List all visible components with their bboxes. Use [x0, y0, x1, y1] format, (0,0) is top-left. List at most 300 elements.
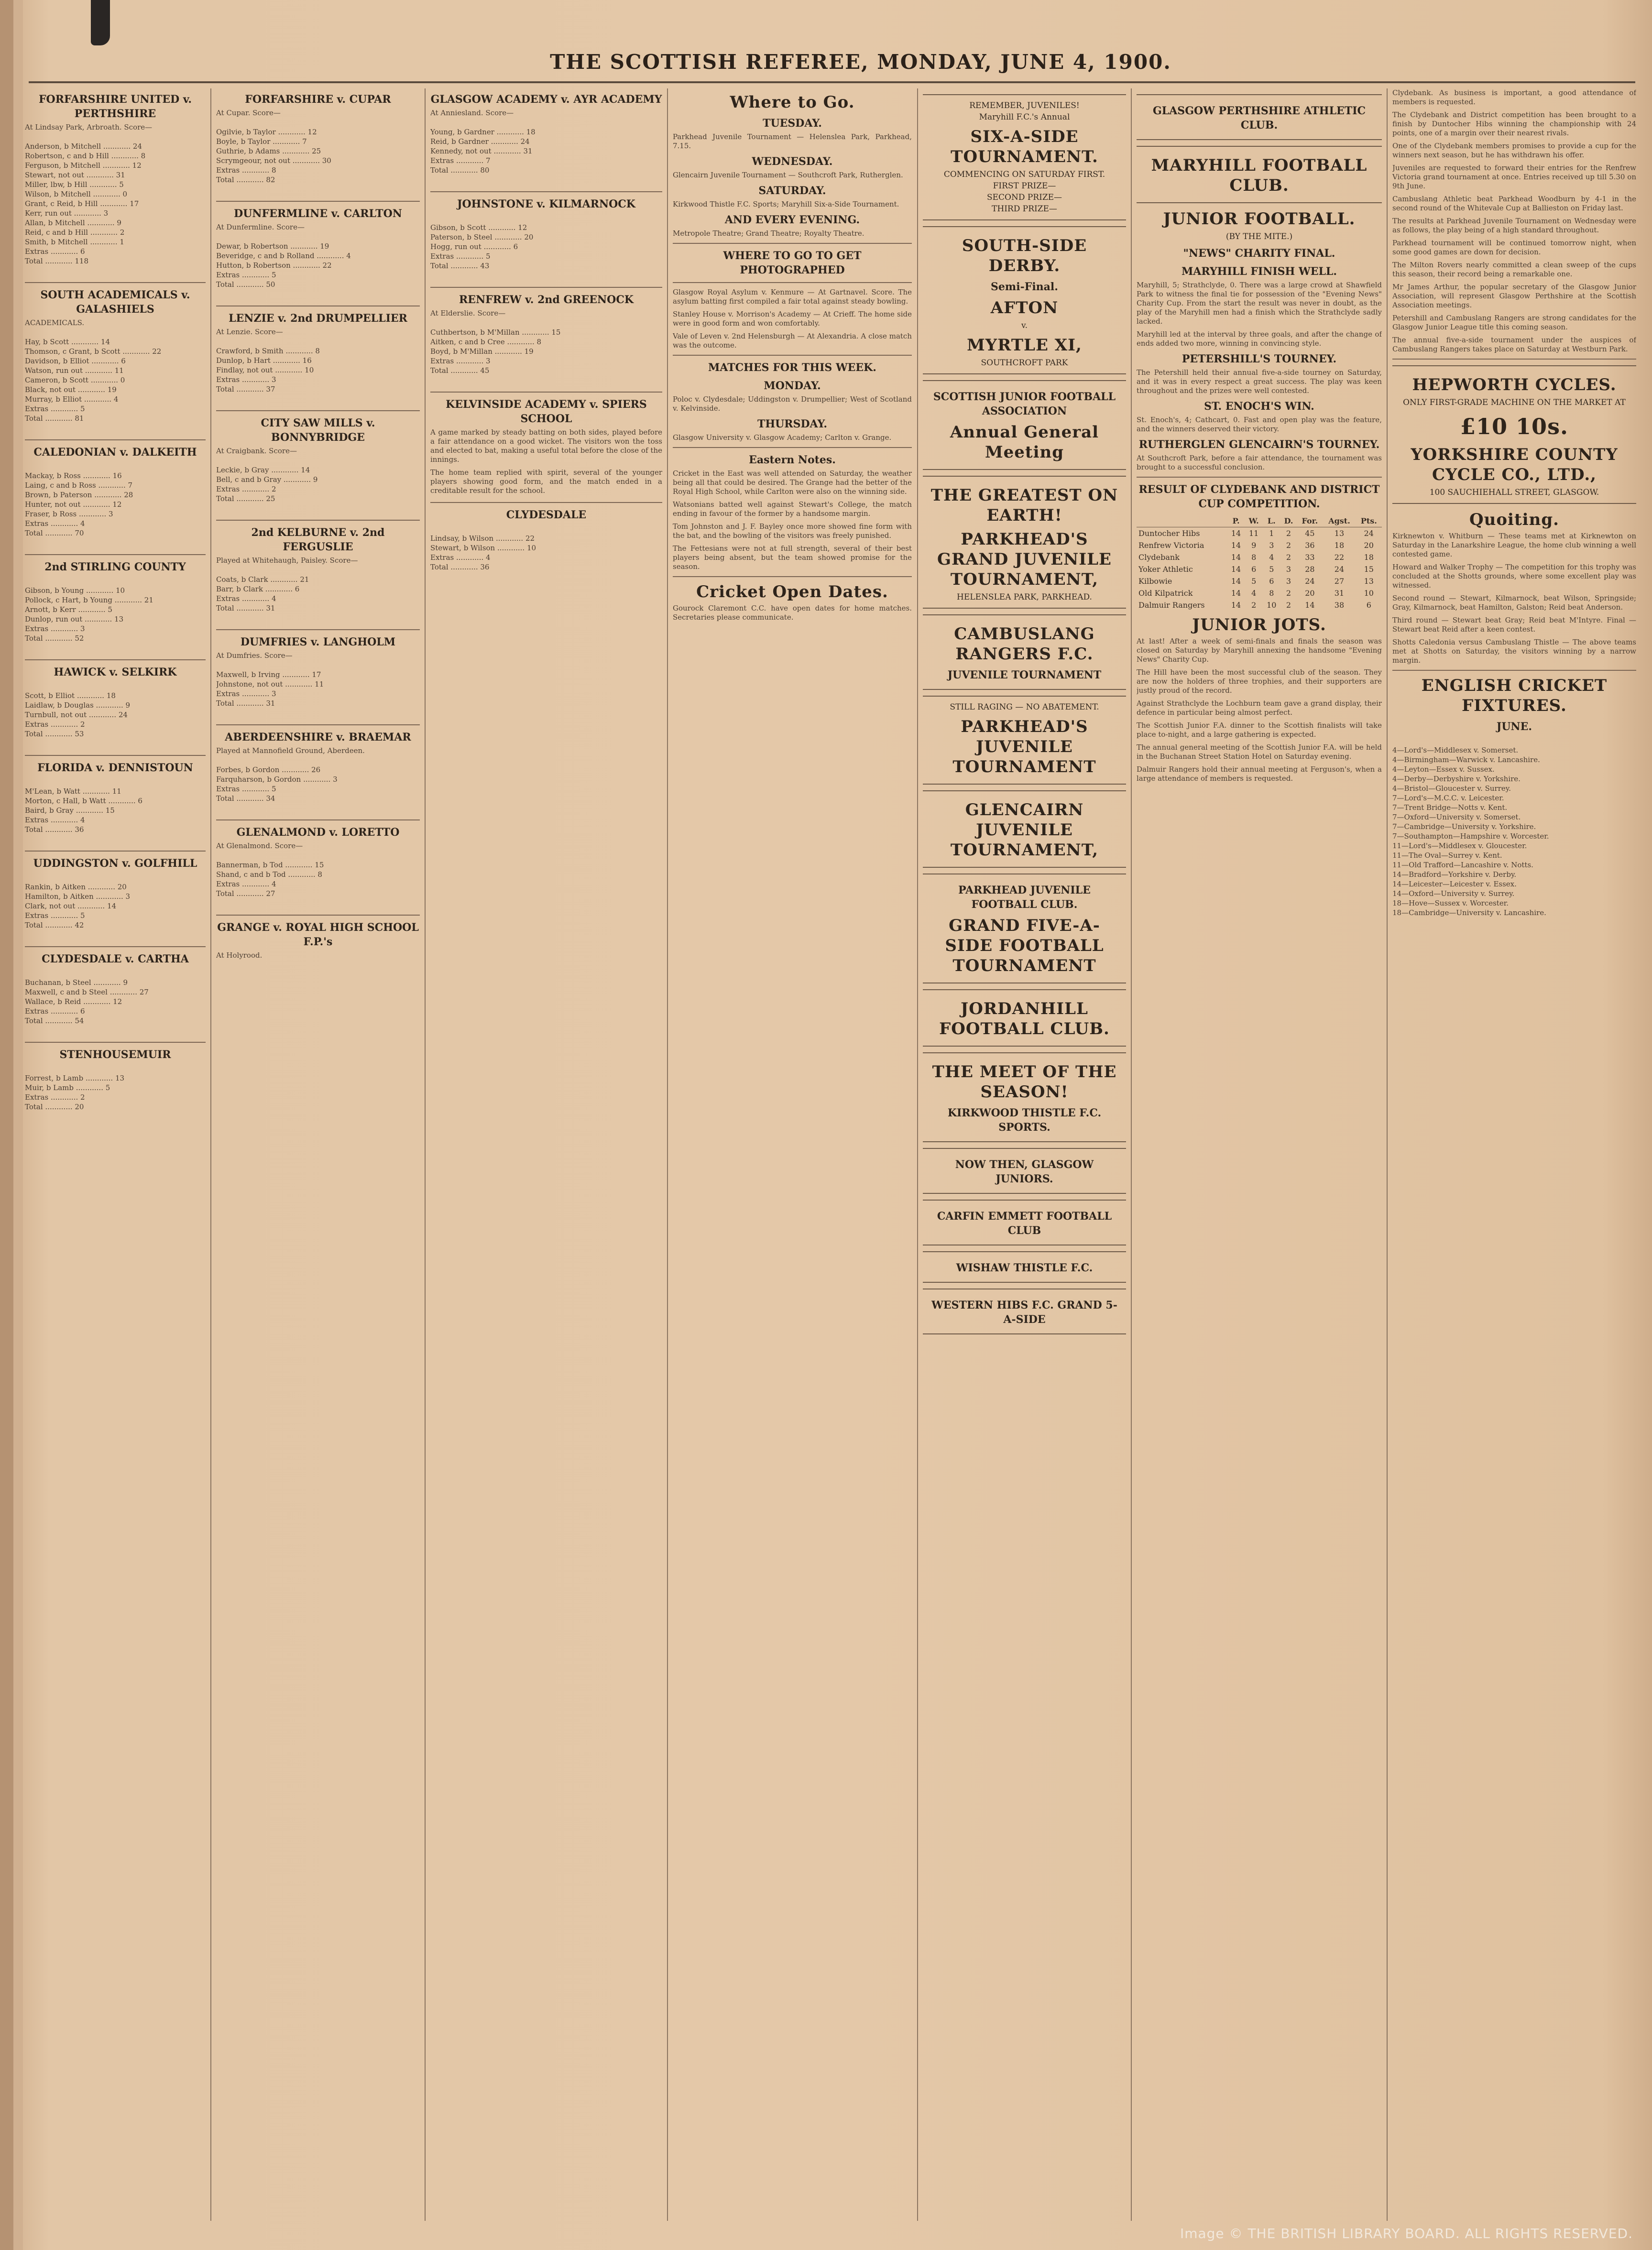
table-cell: 5 [1251, 577, 1257, 586]
score-lines: Dewar, b Robertson ............ 19 Beveridge, c and b Rolland ............ 4 Hutton, b Robertson ............ 22 Extras ............ 5 Total ............ 50 [216, 242, 351, 289]
divider [1137, 477, 1382, 478]
table-cell: Yoker Athletic [1138, 565, 1193, 574]
divider [25, 1042, 206, 1043]
divider [216, 629, 420, 630]
ad-title: HEPWORTH CYCLES. [1412, 375, 1617, 394]
section-text: At Cupar. Score— [216, 109, 281, 117]
month-heading: JUNE. [1496, 721, 1532, 733]
table-cell: 14 [1231, 541, 1241, 550]
ad-line: REMEMBER, JUVENILES! [969, 101, 1080, 110]
table-cell: 6 [1269, 577, 1274, 586]
table-cell: 22 [1334, 553, 1345, 562]
ad-line: Maryhill F.C.'s Annual [979, 112, 1070, 122]
section-heading: GLASGOW ACADEMY v. AYR ACADEMY [430, 93, 662, 106]
score-lines: Forrest, b Lamb ............ 13 Muir, b Lamb ............ 5 Extras ............ 2 Total ............ 20 [25, 1074, 125, 1111]
paragraph: Cricket in the East was well attended on Saturday, the weather being all that could be desired. The Grange had the better of the Royal High School, while Carlton were also on the winning side. [673, 469, 912, 496]
paragraph: Gourock Claremont C.C. have open dates for home matches. Secretaries please communicate. [673, 604, 912, 622]
score-lines: Ogilvie, b Taylor ............ 12 Boyle, b Taylor ............ 7 Guthrie, b Adams ............ 25 Scrymgeour, not out ............ 30 Extras ............ 8 Total ............ 82 [216, 128, 331, 184]
score-lines: Maxwell, b Irving ............ 17 Johnstone, not out ............ 11 Extras ............ 3 Total ............ 31 [216, 670, 324, 708]
paragraph: The home team replied with spirit, several of the younger players showing good form, and the match ended in a creditable result for the school. [430, 468, 662, 495]
table-cell: 10 [1267, 601, 1277, 610]
paragraph: Watsonians batted well against Stewart's College, the match ending in favour of the former by a handsome margin. [673, 500, 912, 518]
score-section [25, 856, 206, 939]
score-section [216, 920, 420, 960]
ad-line: STILL RAGING — NO ABATEMENT. [950, 702, 1099, 712]
table-cell: 28 [1305, 565, 1315, 574]
paragraph: Mr James Arthur, the popular secretary of the Glasgow Junior Association, will represent Glasgow Perthshire at the Scottish Association meetings. [1392, 283, 1636, 309]
ad-title: JORDANHILL FOOTBALL CLUB. [939, 999, 1110, 1038]
score-lines: M'Lean, b Watt ............ 11 Morton, c Hall, b Watt ............ 6 Baird, b Gray ............ 15 Extras ............ 4 Total ............ 36 [25, 787, 142, 834]
maryhill-fc-advert [1137, 146, 1382, 203]
table-cell: 2 [1251, 601, 1257, 610]
paragraph: Stanley House v. Morrison's Academy — At Crieff. The home side were in good form and won comfortably. [673, 310, 912, 328]
divider [673, 576, 912, 577]
table-row [1137, 599, 1382, 611]
team-name: AFTON [990, 298, 1059, 317]
table-cell: 27 [1334, 577, 1345, 586]
score-section [25, 560, 206, 653]
parkhead-fc-advert [923, 874, 1126, 983]
divider [1392, 670, 1636, 671]
score-lines: Mackay, b Ross ............ 16 Laing, c and b Ross ............ 7 Brown, b Paterson ............ 28 Hunter, not out ............ 12 Fraser, b Ross ............ 3 Extras ............ 4 Total ............ 70 [25, 471, 133, 537]
ad-price: £10 10s. [1460, 414, 1568, 439]
table-cell: 24 [1305, 577, 1315, 586]
column-3 [430, 88, 662, 2221]
divider [25, 851, 206, 852]
score-section [25, 288, 206, 433]
paragraph: Parkhead tournament will be continued tomorrow night, when some good games are down for decision. [1392, 239, 1636, 256]
still-raging-advert [923, 696, 1126, 785]
score-section [216, 525, 420, 623]
table-row [1137, 539, 1382, 551]
table-row [1137, 575, 1382, 587]
byline: (BY THE MITE.) [1225, 232, 1293, 241]
paragraph: Third round — Stewart beat Gray; Reid beat M'Intyre. Final — Stewart beat Reid after a keen contest. [1392, 616, 1636, 633]
day-heading: WEDNESDAY. [752, 155, 833, 168]
section-heading: RENFREW v. 2nd GREENOCK [459, 294, 634, 306]
section-text: At Craigbank. Score— [216, 447, 297, 455]
ad-title: CAMBUSLANG RANGERS F.C. [954, 624, 1095, 664]
score-section [216, 92, 420, 194]
ad-line: v. [1021, 321, 1028, 330]
table-cell: 8 [1269, 589, 1274, 598]
table-cell: 13 [1364, 577, 1374, 586]
paragraph: At Southcroft Park, before a fair attendance, the tournament was brought to a successful conclusion. [1137, 454, 1382, 471]
adjacent-page-edge [13, 0, 23, 2250]
paragraph: Howard and Walker Trophy — The competition for this trophy was concluded at the Shotts grounds, where some excellent play was witnessed. [1392, 563, 1636, 590]
paragraph: A game marked by steady batting on both sides, played before a fair attendance on a good wicket. The visitors won the toss and elected to bat, making a useful total before the close of the innings. [430, 428, 662, 464]
paragraph: Tom Johnston and J. F. Bayley once more showed fine form with the bat, and the bowling of the visitors was freely punished. [673, 522, 912, 540]
ad-company: YORKSHIRE COUNTY CYCLE CO., LTD., [1411, 445, 1618, 484]
section-heading: GLENALMOND v. LORETTO [236, 826, 400, 839]
paragraph: Dalmuir Rangers hold their annual meeting at Ferguson's, when a large attendance of members is requested. [1137, 765, 1382, 783]
paragraph: Glasgow Royal Asylum v. Kenmure — At Gartnavel. Score. The asylum batting first compiled a fair total against steady bowling. [673, 288, 912, 306]
cricket-open-dates-heading: Cricket Open Dates. [696, 582, 888, 601]
paragraph: Poloc v. Clydesdale; Uddingston v. Drumpellier; West of Scotland v. Kelvinside. [673, 395, 912, 413]
column-1 [25, 88, 206, 2221]
section-heading: LENZIE v. 2nd DRUMPELLIER [229, 312, 407, 325]
table-cell: 14 [1231, 601, 1241, 610]
table-cell: 4 [1269, 553, 1274, 562]
table-row [1137, 527, 1382, 540]
paragraph: The annual five-a-side tournament under the auspices of Cambuslang Rangers takes place on Saturday at Westburn Park. [1392, 336, 1636, 353]
table-cell: 5 [1269, 565, 1274, 574]
matches-heading: MATCHES FOR THIS WEEK. [708, 361, 876, 374]
section-heading: FLORIDA v. DENNISTOUN [37, 762, 193, 774]
score-section [25, 665, 206, 748]
table-header-cell: L. [1263, 515, 1280, 527]
ad-title: SOUTH-SIDE DERBY. [962, 236, 1087, 275]
table-cell: 14 [1231, 529, 1241, 538]
section-heading: CLYDESDALE [506, 509, 587, 521]
score-section [216, 730, 420, 813]
divider [25, 659, 206, 660]
table-cell: 24 [1334, 565, 1345, 574]
masthead-rule [29, 81, 1635, 83]
divider [216, 819, 420, 820]
paragraph: Second round — Stewart, Kilmarnock, beat Wilson, Springside; Gray, Kilmarnock, beat Hamilton, Galston; Reid beat Anderson. [1392, 594, 1636, 612]
table-cell: 45 [1305, 529, 1315, 538]
glencairn-advert [923, 790, 1126, 868]
score-section [430, 508, 662, 581]
table-cell: 31 [1334, 589, 1345, 598]
paragraph: Clydebank. As business is important, a good attendance of members is requested. [1392, 88, 1636, 106]
quoiting-heading: Quoiting. [1469, 510, 1559, 529]
section-text: At Dunfermline. Score— [216, 223, 305, 231]
table-header-cell: Pts. [1356, 515, 1382, 527]
divider [216, 724, 420, 725]
ad-title: WISHAW THISTLE F.C. [956, 1262, 1093, 1274]
table-cell: 9 [1251, 541, 1257, 550]
table-header-cell [1137, 515, 1227, 527]
divider [216, 201, 420, 202]
score-lines: Leckie, b Gray ............ 14 Bell, c and b Gray ............ 9 Extras ............ 2 Total ............ 25 [216, 466, 318, 503]
paragraph: Glencairn Juvenile Tournament — Southcroft Park, Rutherglen. [673, 171, 903, 179]
ad-line: FIRST PRIZE— [993, 181, 1056, 191]
table-row [1137, 551, 1382, 563]
score-section [216, 207, 420, 299]
paragraph: Shotts Caledonia versus Cambuslang Thistle — The above teams met at Shotts on Saturday, the visitors winning by a narrow margin. [1392, 638, 1636, 665]
divider [25, 946, 206, 947]
subheading: RUTHERGLEN GLENCAIRN'S TOURNEY. [1138, 438, 1380, 451]
table-cell: 13 [1334, 529, 1345, 538]
divider [430, 287, 662, 288]
table-cell: 20 [1305, 589, 1315, 598]
ad-title: GLASGOW PERTHSHIRE ATHLETIC CLUB. [1152, 105, 1366, 131]
ad-line: THIRD PRIZE— [992, 204, 1057, 214]
column-rule [210, 88, 211, 2221]
score-section [25, 92, 206, 275]
score-lines: Young, b Gardner ............ 18 Reid, b Gardner ............ 24 Kennedy, not out ............ 31 Extras ............ 7 Total ............ 80 [430, 128, 536, 175]
table-cell: Clydebank [1138, 553, 1180, 562]
table-cell: Kilbowie [1138, 577, 1172, 586]
table-cell: 33 [1305, 553, 1315, 562]
ad-title: CARFIN EMMETT FOOTBALL CLUB [937, 1210, 1112, 1237]
divider [673, 355, 912, 356]
section-text: At Glenalmond. Score— [216, 841, 303, 850]
table-cell: 38 [1334, 601, 1345, 610]
score-section [25, 445, 206, 547]
table-cell: Renfrew Victoria [1138, 541, 1204, 550]
table-cell: Old Kilpatrick [1138, 589, 1193, 598]
junior-jots-heading: JUNIOR JOTS. [1192, 615, 1326, 634]
score-section [216, 416, 420, 513]
section-heading: CALEDONIAN v. DALKEITH [33, 446, 197, 459]
section-heading: FORFARSHIRE UNITED v. PERTHSHIRE [38, 93, 192, 120]
sjfa-advert [923, 380, 1126, 470]
table-cell: 18 [1364, 553, 1374, 562]
table-header-cell: W. [1245, 515, 1263, 527]
score-lines: Crawford, b Smith ............ 8 Dunlop, b Hart ............ 16 Findlay, not out ............ 10 Extras ............ 3 Total ............ 37 [216, 347, 320, 393]
perthshire-advert [1137, 94, 1382, 140]
image-credit: Image © THE BRITISH LIBRARY BOARD. ALL RIGHTS RESERVED. [1180, 2226, 1633, 2241]
paragraph: Cambuslang Athletic beat Parkhead Woodburn by 4-1 in the second round of the Whitevale Cup at Ballieston on Friday last. [1392, 195, 1636, 212]
ad-subtitle: PARKHEAD'S GRAND JUVENILE TOURNAMENT, [937, 530, 1112, 589]
ad-title: NOW THEN, GLASGOW JUNIORS. [955, 1158, 1094, 1185]
section-text: At Lindsay Park, Arbroath. Score— [25, 123, 153, 131]
paragraph: Juveniles are requested to forward their entries for the Renfrew Victoria grand tournament at once. Entries received up till 5.30 on 9th June. [1392, 164, 1636, 190]
divider [216, 520, 420, 521]
score-lines: Cuthbertson, b M'Millan ............ 15 Aitken, c and b Cree ............ 8 Boyd, b M'Millan ............ 19 Extras ............ 3 Total ............ 45 [430, 328, 561, 375]
paragraph: Maryhill led at the interval by three goals, and after the change of ends added two more, winning in convincing style. [1137, 330, 1382, 348]
table-cell: 3 [1286, 565, 1291, 574]
ad-line: SECOND PRIZE— [986, 193, 1062, 202]
table-cell: 2 [1286, 541, 1291, 550]
paragraph: Metropole Theatre; Grand Theatre; Royalty Theatre. [673, 229, 864, 238]
ad-title: PARKHEAD'S JUVENILE TOURNAMENT [952, 717, 1096, 776]
divider [1392, 359, 1636, 360]
score-lines: Gibson, b Scott ............ 12 Paterson, b Steel ............ 20 Hogg, run out ............ 6 Extras ............ 5 Total ............ 43 [430, 223, 534, 270]
table-cell: 4 [1251, 589, 1257, 598]
ad-title: THE GREATEST ON EARTH! [930, 486, 1118, 525]
column-4 [673, 88, 912, 2221]
section-text: ACADEMICALS. [25, 318, 85, 327]
table-cell: Duntocher Hibs [1138, 529, 1200, 538]
kirkwood-advert [923, 1052, 1126, 1142]
table-cell: 2 [1286, 529, 1291, 538]
ad-line: SOUTHCROFT PARK [981, 358, 1068, 368]
score-section [430, 197, 662, 280]
ad-title: SCOTTISH JUNIOR FOOTBALL ASSOCIATION [933, 391, 1116, 417]
table-cell: 14 [1231, 577, 1241, 586]
ad-line: COMMENCING ON SATURDAY FIRST. [943, 170, 1105, 179]
table-cell: 14 [1231, 565, 1241, 574]
score-lines: Rankin, b Aitken ............ 20 Hamilton, b Aitken ............ 3 Clark, not out ............ 14 Extras ............ 5 Total ............ 42 [25, 883, 131, 929]
day-heading: THURSDAY. [757, 418, 828, 430]
page-masthead: THE SCOTTISH REFEREE, MONDAY, JUNE 4, 1900. [550, 50, 1171, 74]
table-cell: 3 [1286, 577, 1291, 586]
table-cell: 2 [1286, 553, 1291, 562]
table-cell: 2 [1286, 589, 1291, 598]
table-cell: 2 [1286, 601, 1291, 610]
ad-subtitle: JUVENILE TOURNAMENT [947, 669, 1102, 681]
subheading: "NEWS" CHARITY FINAL. [1183, 247, 1335, 260]
paragraph: The Fettesians were not at full strength, several of their best players being absent, but the team showed promise for the season. [673, 544, 912, 571]
ad-address: 100 SAUCHIEHALL STREET, GLASGOW. [1429, 488, 1599, 497]
section-heading: ABERDEENSHIRE v. BRAEMAR [225, 731, 411, 743]
team-name: MYRTLE XI, [967, 336, 1082, 355]
paragraph: The Hill have been the most successful club of the season. They are now the holders of three trophies, and their supporters are justly proud of the record. [1137, 668, 1382, 695]
divider [673, 282, 912, 283]
score-section [25, 1048, 206, 1121]
column-rule [425, 88, 426, 2221]
ad-title: GLENCAIRN JUVENILE TOURNAMENT, [950, 800, 1099, 860]
score-lines: Lindsay, b Wilson ............ 22 Stewart, b Wilson ............ 10 Extras ............ 4 Total ............ 36 [430, 534, 536, 571]
ink-blot [91, 0, 110, 45]
score-lines: Hay, b Scott ............ 14 Thomson, c Grant, b Scott ............ 22 Davidson, b Elliot ............ 6 Watson, run out ............ 11 Cameron, b Scott ............ 0 Black, not out ............ 19 Murray, b Elliot ............ 4 Extras ............ 5 Total ............ 81 [25, 338, 162, 423]
south-side-derby-advert [923, 226, 1126, 374]
table-cell: Dalmuir Rangers [1138, 601, 1205, 610]
paragraph: Vale of Leven v. 2nd Helensburgh — At Alexandria. A close match was the outcome. [673, 332, 912, 350]
section-heading: UDDINGSTON v. GOLFHILL [33, 857, 197, 870]
table-cell: 15 [1364, 565, 1374, 574]
ad-title: PARKHEAD JUVENILE FOOTBALL CLUB. [958, 884, 1091, 911]
ad-subtitle: GRAND FIVE-A-SIDE FOOTBALL TOURNAMENT [945, 916, 1104, 975]
score-lines: Scott, b Elliot ............ 18 Laidlaw, b Douglas ............ 9 Turnbull, not out ............ 24 Extras ............ 2 Total ............ 53 [25, 691, 131, 738]
table-cell: 24 [1364, 529, 1374, 538]
day-heading: TUESDAY. [763, 117, 822, 130]
eastern-heading: Eastern Notes. [749, 454, 836, 466]
parkhead-advert [923, 476, 1126, 609]
table-cell: 6 [1251, 565, 1257, 574]
cambuslang-advert [923, 614, 1126, 690]
ad-subtitle: KIRKWOOD THISTLE F.C. SPORTS. [947, 1107, 1102, 1134]
text-section [430, 397, 662, 495]
western-hibs-advert [923, 1289, 1126, 1334]
table-cell: 18 [1334, 541, 1345, 550]
column-rule [667, 88, 668, 2221]
section-heading: STENHOUSEMUIR [59, 1049, 171, 1061]
divider [25, 755, 206, 756]
section-heading: JOHNSTONE v. KILMARNOCK [457, 198, 635, 210]
section-heading: SOUTH ACADEMICALS v. GALASHIELS [40, 289, 190, 316]
score-lines: Forbes, b Gordon ............ 26 Farquharson, b Gordon ............ 3 Extras ............ 5 Total ............ 34 [216, 765, 338, 803]
column-rule [917, 88, 918, 2221]
score-section [216, 825, 420, 908]
section-heading: CLYDESDALE v. CARTHA [42, 953, 189, 965]
now-then-advert [923, 1148, 1126, 1194]
column-7 [1392, 88, 1636, 2221]
table-header-cell: Agst. [1323, 515, 1356, 527]
photo-heading: WHERE TO GO TO GET PHOTOGRAPHED [723, 250, 862, 276]
section-heading: HAWICK v. SELKIRK [54, 666, 177, 678]
paragraph: Parkhead Juvenile Tournament — Helenslea Park, Parkhead, 7.15. [673, 132, 912, 150]
section-heading: DUMFRIES v. LANGHOLM [240, 636, 396, 648]
paragraph: Kirknewton v. Whitburn — These teams met at Kirknewton on Saturday in the Lanarkshire League, the home club winning a well contested game. [1392, 532, 1636, 558]
fixtures-list: 4—Lord's—Middlesex v. Somerset. 4—Birmingham—Warwick v. Lancashire. 4—Leyton—Essex v. Sussex. 4—Derby—Derbyshire v. Yorkshire. 4—Bristol—Gloucester v. Surrey. 7—Lord's—M.C.C. v. Leicester. 7—Trent Bridge—Notts v. Kent. 7—Oxford—University v. Somerset. 7—Cambridge—University v. Yorkshire. 7—Southampton—Hampshire v. Worcester. 11—Lord's—Middlesex v. Gloucester. 11—The Oval—Surrey v. Kent. 11—Old Trafford—Lancashire v. Notts. 14—Bradford—Yorkshire v. Derby. 14—Leicester—Leicester v. Essex. 14—Oxford—University v. Surrey. 18—Hove—Sussex v. Worcester. 18—Cambridge—University v. Lancashire. [1392, 746, 1549, 917]
table-cell: 14 [1231, 589, 1241, 598]
score-section [430, 293, 662, 385]
divider [430, 392, 662, 393]
paragraph: St. Enoch's, 4; Cathcart, 0. Fast and open play was the feature, and the winners deserved their victory. [1137, 415, 1382, 433]
score-lines: Bannerman, b Tod ............ 15 Shand, c and b Tod ............ 8 Extras ............ 4 Total ............ 27 [216, 861, 324, 898]
score-section [216, 635, 420, 718]
wishaw-advert [923, 1251, 1126, 1283]
table-cell: 10 [1364, 589, 1374, 598]
column-6 [1137, 88, 1382, 2221]
table-cell: 14 [1231, 553, 1241, 562]
paragraph: The annual general meeting of the Scottish Junior F.A. will be held in the Buchanan Street Station Hotel on Saturday evening. [1137, 743, 1382, 761]
table-cell: 8 [1251, 553, 1257, 562]
league-table [1137, 515, 1382, 611]
table-header-cell: D. [1280, 515, 1297, 527]
table-cell: 6 [1366, 601, 1371, 610]
divider [216, 410, 420, 411]
ad-line: HELENSLEA PARK, PARKHEAD. [957, 592, 1092, 602]
section-heading: GRANGE v. ROYAL HIGH SCHOOL F.P.'s [217, 921, 419, 948]
day-heading: MONDAY. [764, 380, 821, 392]
table-cell: 20 [1364, 541, 1374, 550]
section-text: At Elderslie. Score— [430, 309, 506, 317]
junior-football-heading: JUNIOR FOOTBALL. [1163, 209, 1356, 229]
divider [430, 502, 662, 503]
ad-subtitle: Annual General Meeting [950, 423, 1099, 462]
table-cell: 3 [1269, 541, 1274, 550]
ad-title: MARYHILL FOOTBALL CLUB. [1151, 156, 1368, 195]
paragraph: Glasgow University v. Glasgow Academy; Carlton v. Grange. [673, 433, 892, 442]
section-text: Played at Whitehaugh, Paisley. Score— [216, 556, 358, 565]
paragraph: One of the Clydebank members promises to provide a cup for the winners next season, but he has withdrawn his offer. [1392, 142, 1636, 159]
divider [216, 915, 420, 916]
table-cell: 1 [1269, 529, 1274, 538]
score-section [25, 952, 206, 1035]
english-cricket-heading: ENGLISH CRICKET FIXTURES. [1421, 676, 1608, 715]
divider [25, 554, 206, 555]
hepworth-advert [1392, 365, 1636, 504]
paragraph: Kirkwood Thistle F.C. Sports; Maryhill Six-a-Side Tournament. [673, 200, 899, 208]
score-lines: Anderson, b Mitchell ............ 24 Robertson, c and b Hill ............ 8 Ferguson, b Mitchell ............ 12 Stewart, not out ............ 31 Miller, lbw, b Hill ............ 5 Wilson, b Mitchell ............ 0 Grant, c Reid, b Hill ............ 17 Kerr, run out ............ 3 Allan, b Mitchell ............ 9 Reid, c and b Hill ............ 2 Smith, b Mitchell ............ 1 Extras ............ 6 Total ............ 118 [25, 142, 146, 265]
column-5 [923, 88, 1126, 2221]
paragraph: Petershill and Cambuslang Rangers are strong candidates for the Glasgow Junior League title this coming season. [1392, 314, 1636, 331]
divider [673, 447, 912, 448]
paragraph: At last! After a week of semi-finals and finals the season was closed on Saturday by Maryhill annexing the handsome "Evening News" Charity Cup. [1137, 637, 1382, 664]
maryhill-advert [923, 94, 1126, 220]
column-rule [1387, 88, 1388, 2221]
table-header-cell: For. [1297, 515, 1323, 527]
divider [430, 191, 662, 192]
section-text: At Anniesland. Score— [430, 109, 514, 117]
section-heading: FORFARSHIRE v. CUPAR [245, 93, 391, 106]
binding-gutter [0, 0, 13, 2250]
section-text: At Dumfries. Score— [216, 651, 293, 660]
paragraph: The results at Parkhead Juvenile Tournament on Wednesday were as follows, the play being of a high standard throughout. [1392, 217, 1636, 234]
section-heading: 2nd STIRLING COUNTY [44, 561, 186, 573]
score-lines: Buchanan, b Steel ............ 9 Maxwell, c and b Steel ............ 27 Wallace, b Reid ............ 12 Extras ............ 6 Total ............ 54 [25, 978, 149, 1025]
table-cell: 36 [1305, 541, 1315, 550]
day-heading: AND EVERY EVENING. [724, 214, 860, 226]
table-cell: 14 [1305, 601, 1315, 610]
ad-title: SIX-A-SIDE TOURNAMENT. [951, 127, 1098, 166]
paragraph: The Scottish Junior F.A. dinner to the Scottish finalists will take place to-night, and a large gathering is expected. [1137, 721, 1382, 739]
paragraph: The Petershill held their annual five-a-side tourney on Saturday, and it was in every respect a great success. The play was keen throughout and the prizes were well contested. [1137, 368, 1382, 395]
section-heading: CITY SAW MILLS v. BONNYBRIDGE [261, 417, 375, 444]
table-row [1137, 587, 1382, 599]
ad-subtitle: Semi-Final. [991, 281, 1058, 293]
table-heading: RESULT OF CLYDEBANK AND DISTRICT CUP COMPETITION. [1138, 483, 1380, 510]
section-text: At Holyrood. [216, 951, 263, 960]
subheading: PETERSHILL'S TOURNEY. [1182, 353, 1337, 365]
score-section [216, 311, 420, 404]
ad-line: ONLY FIRST-GRADE MACHINE ON THE MARKET AT [1403, 398, 1626, 407]
table-header-cell: P. [1227, 515, 1245, 527]
day-heading: SATURDAY. [758, 185, 826, 197]
table-cell: 11 [1248, 529, 1259, 538]
table-row [1137, 563, 1382, 575]
section-heading: KELVINSIDE ACADEMY v. SPIERS SCHOOL [446, 398, 647, 425]
section-text: Played at Mannofield Ground, Aberdeen. [216, 746, 365, 755]
column-rule [1131, 88, 1132, 2221]
score-section [430, 92, 662, 185]
